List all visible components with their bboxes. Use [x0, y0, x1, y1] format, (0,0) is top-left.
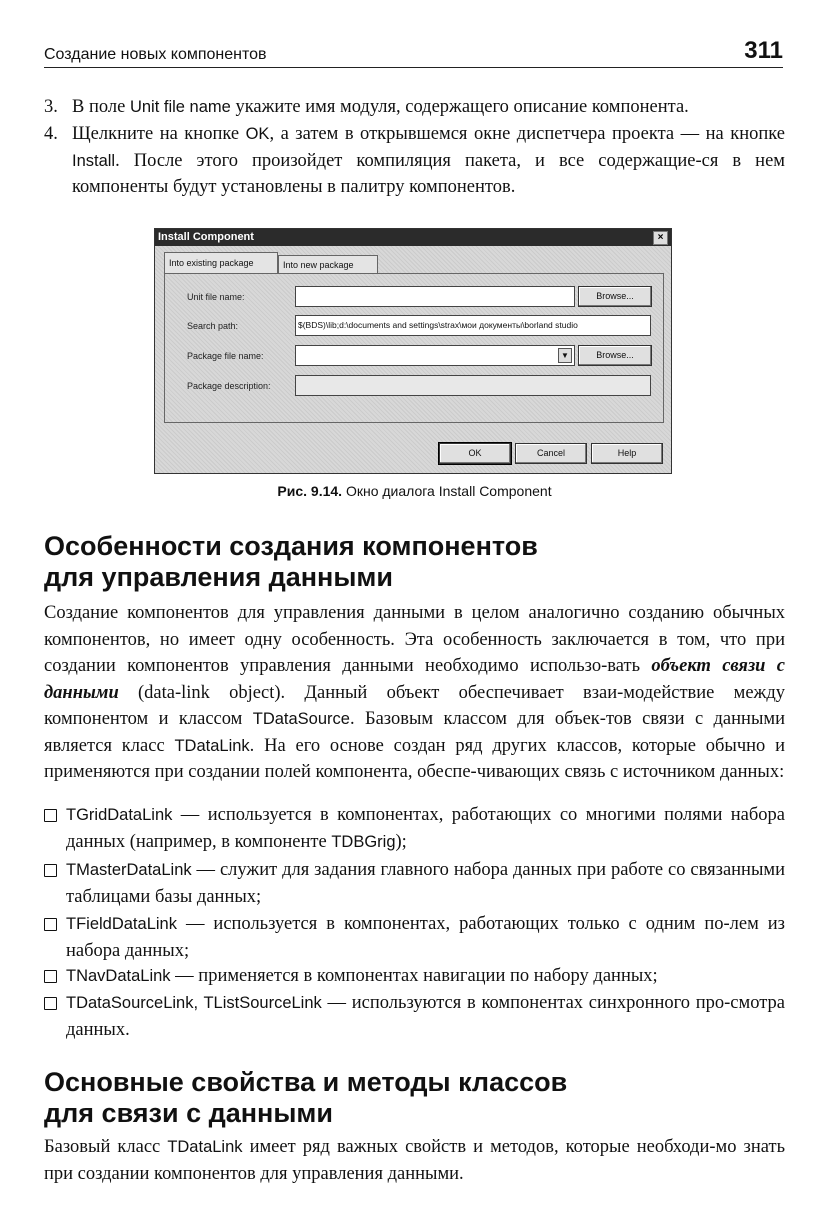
list-item [44, 963, 785, 990]
checkbox-bullet-icon [44, 997, 57, 1010]
chevron-down-icon[interactable]: ▼ [558, 348, 572, 363]
package-file-label: Package file name: [187, 351, 264, 361]
code-term: TGridDataLink [66, 806, 173, 824]
paragraph [44, 1134, 785, 1187]
list-item-text: — используется в компонентах, работающих со многими полями набора данных (например, в компоненте [66, 805, 785, 852]
page-number: 311 [744, 37, 783, 64]
figure-number: Рис. 9.14. [277, 483, 343, 499]
paragraph-text: Создание компонентов для управления данными в целом аналогично созданию обычных компонентов, но имеет одну особенность. Эта особенность заключается в том, что при создании компонентов управления данными необходимо использо-вать [44, 603, 785, 676]
code-term: TDataLink [174, 736, 250, 755]
section-heading [44, 531, 538, 593]
step-3 [44, 94, 785, 121]
code-term: Install [72, 151, 116, 170]
package-file-combobox[interactable] [295, 345, 575, 366]
close-icon[interactable]: × [653, 231, 668, 245]
code-term: TDataSource [252, 710, 350, 728]
code-term: TDBGrig [331, 832, 396, 851]
list-item [44, 911, 785, 964]
help-button[interactable]: Help [591, 443, 663, 464]
dialog-title: Install Component [158, 231, 254, 243]
section-heading [44, 1067, 567, 1129]
code-term: TDataSourceLink, TListSourceLink [66, 994, 322, 1012]
step-text: укажите имя модуля, содержащего описание компонента. [230, 97, 689, 117]
paragraph-text: Базовый класс [44, 1137, 168, 1157]
figure-caption [0, 483, 829, 499]
search-path-input[interactable]: $(BDS)\lib;d:\documents and settings\strax\мои документы\borland studio [295, 315, 651, 336]
code-term: TNavDataLink [66, 967, 171, 985]
step-text: В поле [72, 97, 130, 117]
code-term: TFieldDataLink [66, 915, 177, 933]
paragraph-text: (data-link object). Данный объект обеспечивает взаи-модействие между компонентом и классом [44, 682, 785, 729]
code-term: Unit file name [129, 98, 231, 116]
package-description-label: Package description: [187, 381, 271, 391]
list-item [44, 990, 785, 1043]
step-4 [44, 121, 785, 201]
checkbox-bullet-icon [44, 918, 57, 931]
section-heading-line: для управления данными [44, 562, 393, 592]
list-item-text: — используются в компонентах синхронного про-смотра данных. [66, 993, 786, 1040]
list-item [44, 802, 785, 855]
paragraph-text: . Базовым классом для объек-тов связи с данными является класс [44, 709, 785, 756]
unit-file-label: Unit file name: [187, 292, 245, 302]
checkbox-bullet-icon [44, 809, 57, 822]
figure-caption-text: Окно диалога Install Component [342, 483, 552, 499]
package-description-input[interactable] [295, 375, 651, 396]
ok-button[interactable]: OK [439, 443, 511, 464]
list-item-text: — служит для задания главного набора данных при работе со связанными таблицами базы данных; [66, 860, 785, 907]
dialog-title-bar [155, 229, 671, 246]
section-heading-line: Основные свойства и методы классов [44, 1067, 568, 1097]
running-header-title: Создание новых компонентов [44, 46, 267, 63]
paragraph-text: имеет ряд важных свойств и методов, которые необходи-мо знать при создании компонентов для управления данными. [44, 1137, 786, 1184]
section-heading-line: Особенности создания компонентов [44, 531, 538, 561]
checkbox-bullet-icon [44, 864, 57, 877]
search-path-label: Search path: [187, 321, 239, 331]
code-term: TMasterDataLink [66, 861, 192, 879]
code-term: TDataLink [167, 1138, 243, 1156]
step-text: , а затем в открывшемся окне диспетчера проекта — на кнопке [269, 124, 785, 144]
emphasized-term: объект связи с данными [44, 656, 786, 703]
list-item [44, 857, 785, 910]
tab-into-existing-package[interactable]: Into existing package [164, 252, 278, 274]
paragraph-text: . На его основе создан ряд других классов, которые обычно и применяются при создании полей компонента, обеспе-чивающих связь с источником данных: [44, 735, 785, 782]
list-item-text: — применяется в компонентах навигации по набору данных; [170, 966, 658, 986]
step-number: 4. [44, 124, 58, 144]
code-term: OK [245, 125, 270, 143]
running-header [44, 37, 783, 68]
cancel-button[interactable]: Cancel [515, 443, 587, 464]
browse-button[interactable]: Browse... [578, 286, 652, 307]
section-heading-line: для связи с данными [44, 1098, 333, 1128]
tab-panel [164, 273, 664, 423]
step-text: . После этого произойдет компиляция пакета, и все содержащие-ся в нем компоненты будут установлены в палитру компонентов. [72, 150, 785, 197]
step-number: 3. [44, 97, 58, 117]
browse-package-button[interactable]: Browse... [578, 345, 652, 366]
list-item-text: ); [395, 831, 407, 852]
step-text: Щелкните на кнопке [72, 124, 246, 144]
tab-into-new-package[interactable]: Into new package [278, 255, 378, 274]
checkbox-bullet-icon [44, 970, 57, 983]
unit-file-input[interactable] [295, 286, 575, 307]
install-component-dialog [154, 228, 672, 474]
paragraph [44, 600, 785, 786]
list-item-text: — используется в компонентах, работающих только с одним по-лем из набора данных; [66, 914, 785, 961]
